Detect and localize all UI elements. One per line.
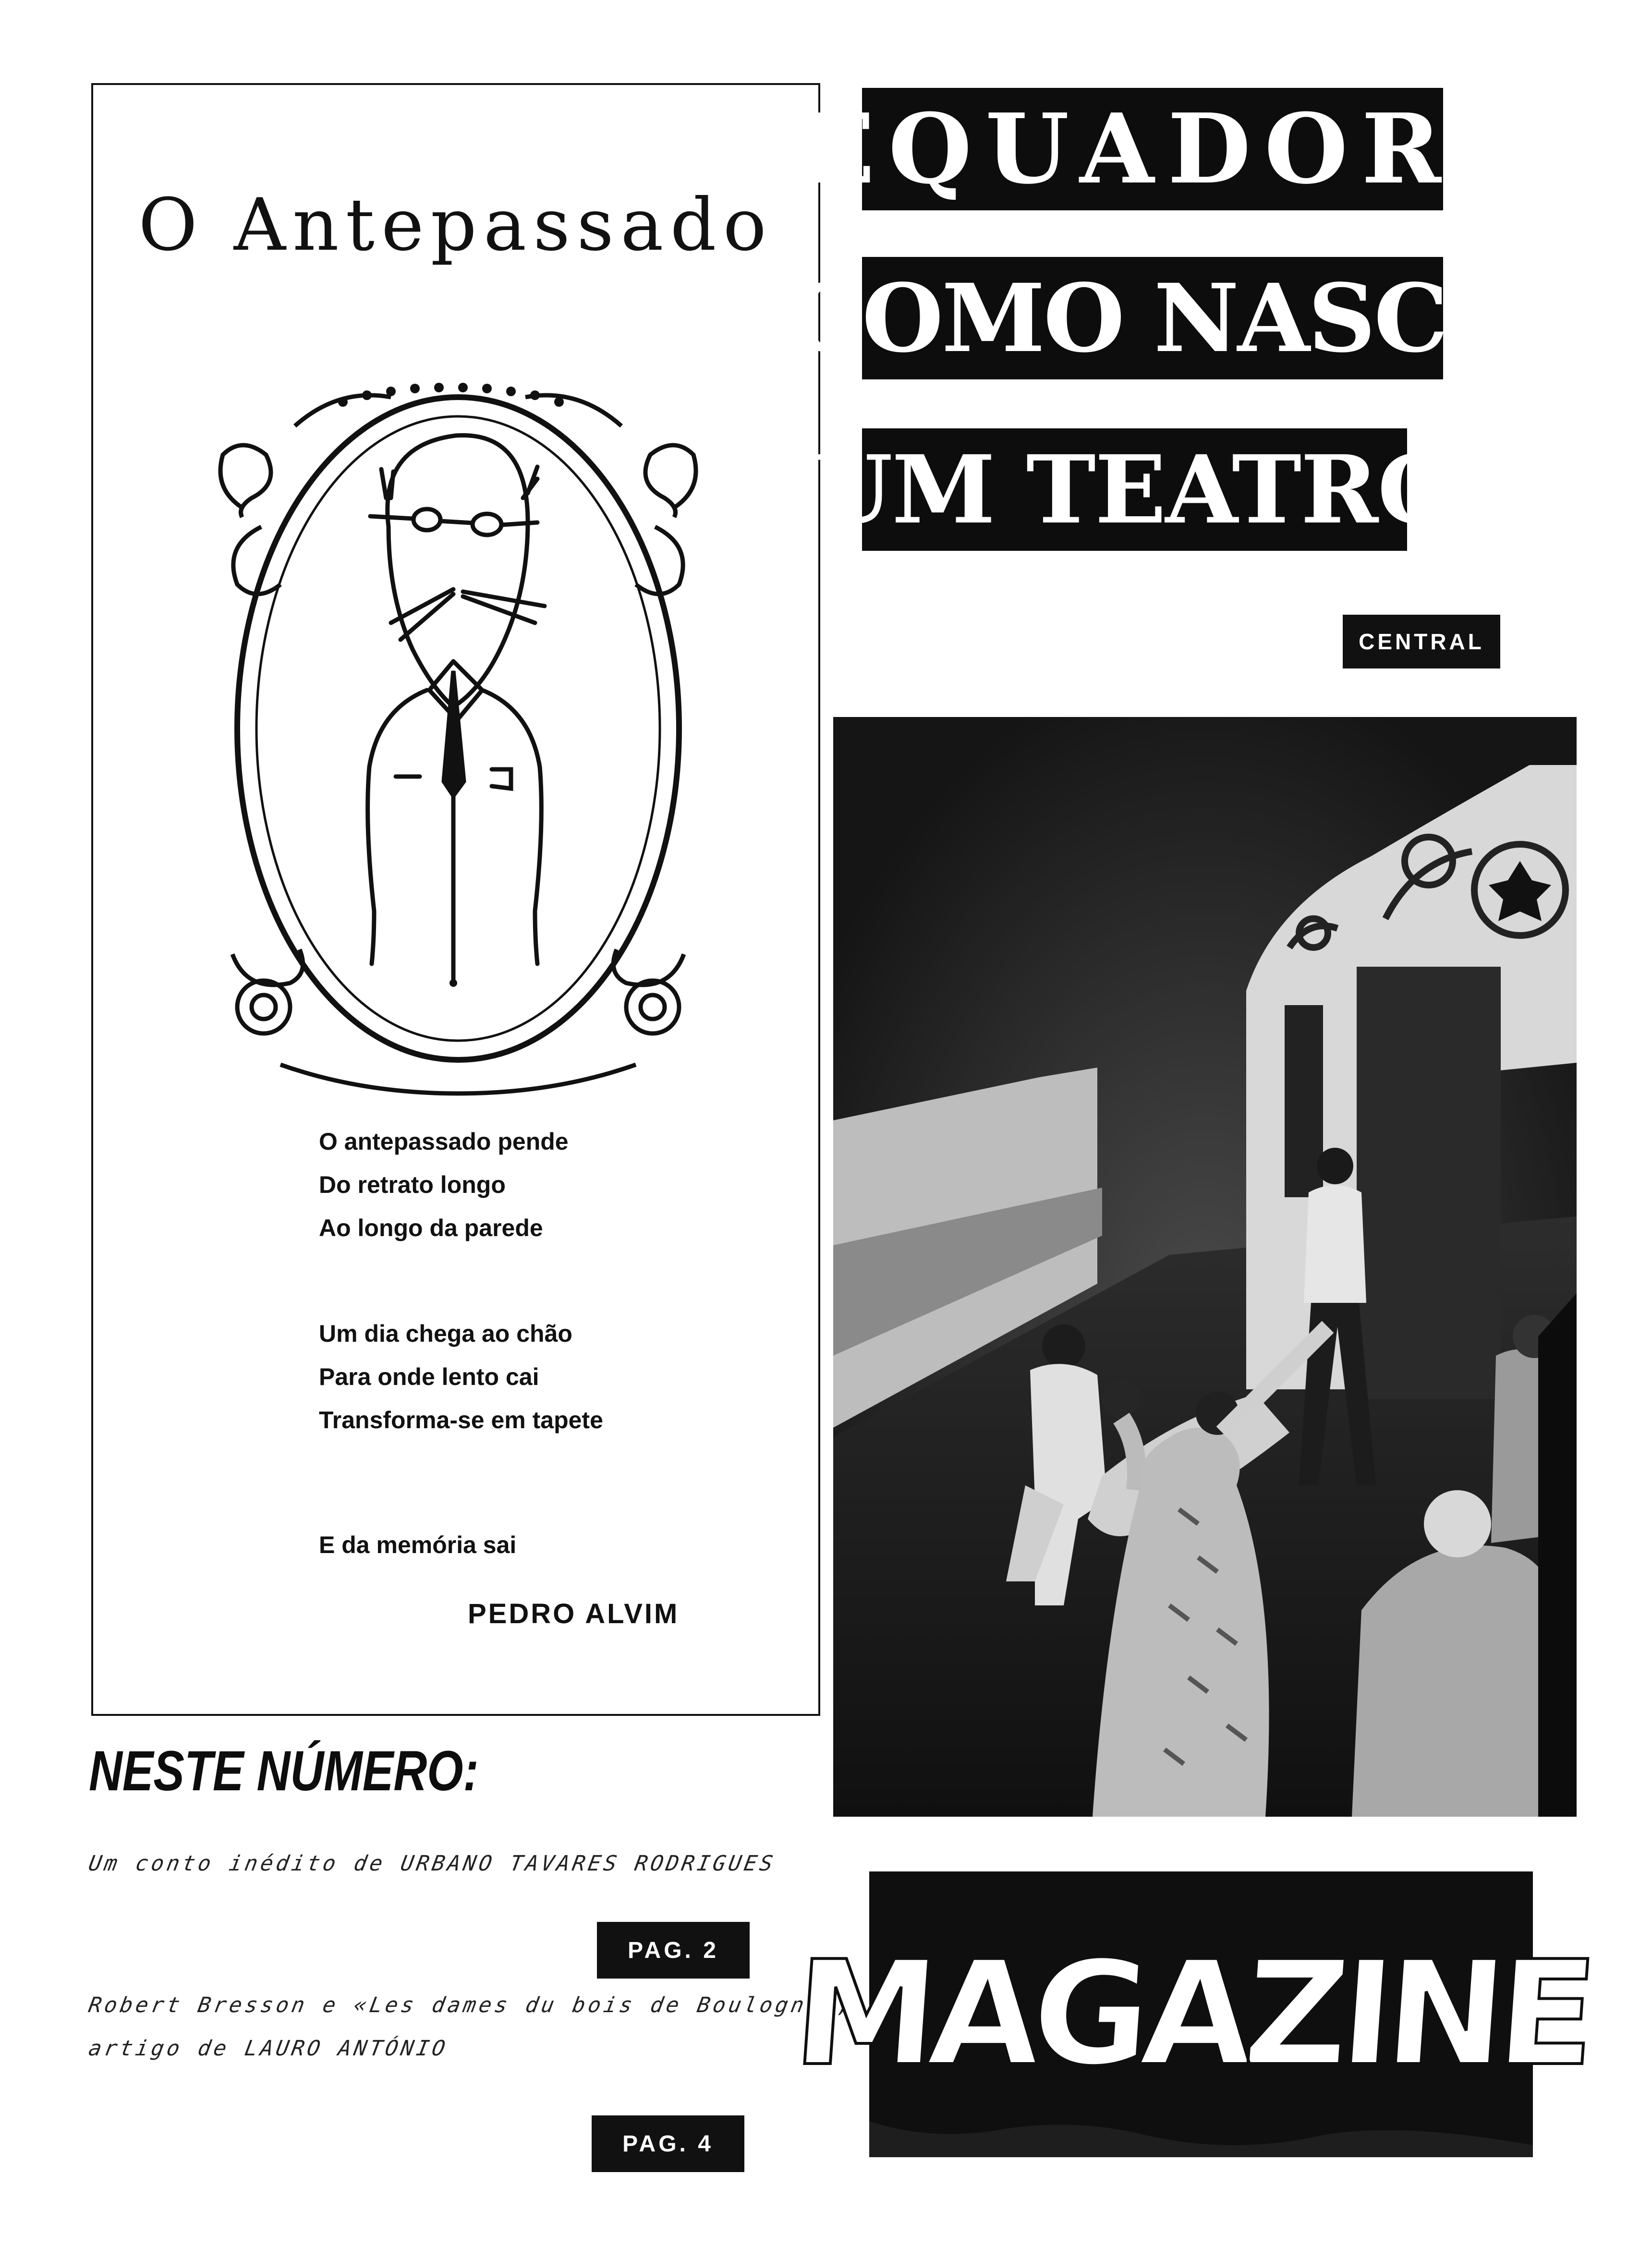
contents-item-2-text: Robert Bresson e «Les dames du bois de Boulogne», [86,1993,856,2017]
contents-item-1-page: PAG. 2 [597,1922,750,1979]
headline-line-3: UM TEATRO [862,428,1407,551]
poem-box [91,83,820,1716]
ancestor-caricature [368,436,545,984]
poem-line: Ao longo da parede [319,1215,543,1241]
poem-stanza-3 [319,1523,516,1567]
contents-item-1-text: Um conto inédito de URBANO TAVARES RODRIGUES [86,1851,778,1876]
poem-line: O antepassado pende [319,1128,569,1155]
poem-stanza-1 [319,1120,569,1250]
headline-line-2: COMO NASCE [862,257,1443,379]
ancestor-portrait-illustration [184,354,732,1103]
contents-item-2-text-2: artigo de LAURO ANTÓNIO [86,2036,450,2061]
headline-line-1: EQUADOR: [862,88,1443,210]
poem-author: PEDRO ALVIM [468,1598,680,1629]
poem-line: Um dia chega ao chão [319,1320,572,1347]
magazine-logo-text: MAGAZINE [789,1930,1593,2098]
poem-line: Transforma-se em tapete [319,1407,603,1433]
poem-title: O Antepassado [138,183,773,267]
contents-item-2-page: PAG. 4 [592,2115,744,2172]
poem-stanza-2 [319,1312,603,1442]
section-badge: CENTRAL [1343,615,1500,668]
poem-line: Para onde lento cai [319,1363,539,1390]
poem-line: E da memória sai [319,1531,517,1558]
theatre-performance-photo [833,717,1577,1817]
contents-heading: NESTE NÚMERO: [89,1739,479,1803]
poem-line: Do retrato longo [319,1171,506,1198]
magazine-logo [789,1871,1593,2157]
